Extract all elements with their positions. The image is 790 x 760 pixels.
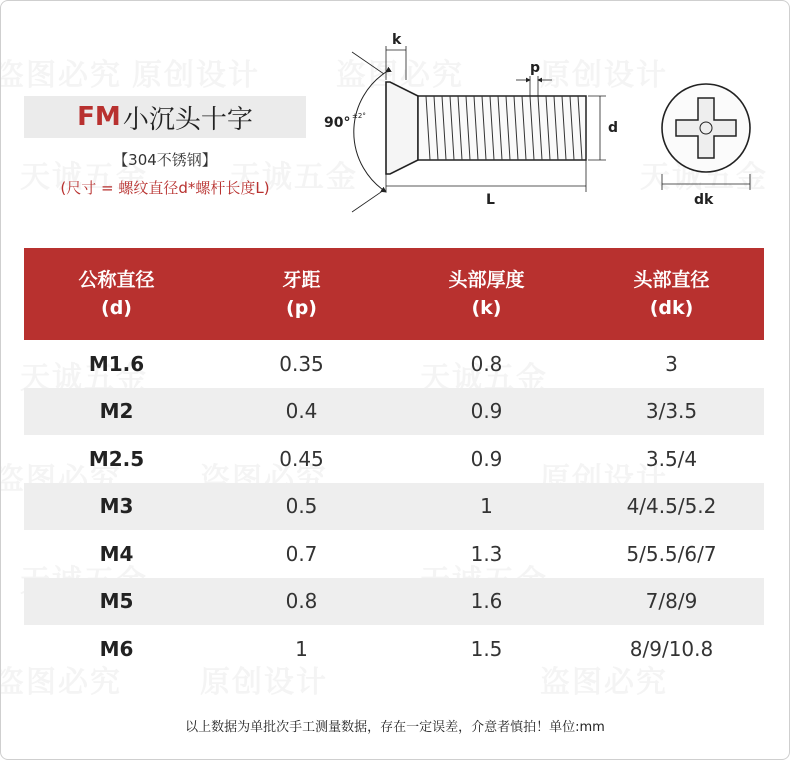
header-symbol: (d) [101, 297, 132, 319]
screw-shank [418, 96, 586, 160]
header-cell [209, 248, 394, 340]
header-title: 牙距 [282, 269, 321, 291]
angle-line [352, 190, 384, 212]
watermark-text [0, 50, 122, 94]
cell-pitch: 0.8 [285, 589, 318, 614]
product-name: 小沉头十字 [122, 104, 253, 135]
cell-pitch: 0.4 [285, 399, 318, 424]
screw-diagram [316, 24, 756, 214]
k-label: k [392, 32, 402, 48]
cell-head-diameter: 3 [665, 351, 678, 376]
cell-diameter: M6 [99, 636, 134, 661]
cell-head-diameter: 4/4.5/5.2 [626, 494, 717, 519]
cell-diameter: M2 [99, 399, 134, 424]
spec-table [24, 248, 764, 673]
header-symbol: (k) [471, 297, 502, 319]
cell-head-diameter: 8/9/10.8 [629, 636, 714, 661]
header-title: 公称直径 [78, 269, 155, 291]
table-row [24, 435, 764, 483]
table-row [24, 340, 764, 388]
cell-diameter: M3 [99, 494, 134, 519]
header-title: 头部厚度 [448, 269, 525, 291]
table-row [24, 578, 764, 626]
header-symbol: (p) [286, 297, 317, 319]
L-label: L [486, 192, 495, 208]
material-label: 【304不锈钢】 [113, 151, 217, 169]
header-cell [579, 248, 764, 340]
header-title: 头部直径 [633, 269, 710, 291]
angle-tolerance: ±2° [352, 112, 366, 120]
product-title [24, 96, 306, 138]
watermark-text [132, 50, 260, 94]
table-row [24, 388, 764, 436]
d-label: d [608, 120, 619, 136]
cell-head-thickness: 1.5 [470, 636, 503, 661]
cell-diameter: M1.6 [88, 351, 145, 376]
table-row [24, 483, 764, 531]
cell-pitch: 1 [295, 636, 308, 661]
cell-pitch: 0.5 [285, 494, 318, 519]
table-header [24, 248, 764, 340]
cell-diameter: M4 [99, 541, 134, 566]
header-cell [394, 248, 579, 340]
cell-head-thickness: 1.3 [470, 541, 503, 566]
table-row [24, 625, 764, 673]
cell-head-diameter: 3.5/4 [645, 446, 698, 471]
screw-head [386, 82, 418, 174]
cell-diameter: M5 [99, 589, 134, 614]
size-note: (尺寸 = 螺纹直径d*螺杆长度L) [60, 179, 270, 197]
angle-arc [354, 72, 386, 192]
cell-head-thickness: 0.9 [470, 399, 503, 424]
cell-head-thickness: 0.9 [470, 446, 503, 471]
cell-pitch: 0.35 [279, 351, 324, 376]
footer-note: 以上数据为单批次手工测量数据，存在一定误差，介意者慎拍！单位:mm [185, 720, 605, 735]
cell-head-thickness: 0.8 [470, 351, 503, 376]
angle-line [352, 52, 384, 74]
header-cell [24, 248, 209, 340]
cell-head-diameter: 3/3.5 [645, 399, 698, 424]
table-body [24, 340, 764, 673]
angle-label: 90° [324, 115, 351, 131]
cell-head-diameter: 5/5.5/6/7 [626, 541, 717, 566]
cell-head-diameter: 7/8/9 [645, 589, 698, 614]
table-row [24, 530, 764, 578]
dk-label: dk [694, 192, 714, 208]
p-label: p [530, 60, 541, 76]
cell-diameter: M2.5 [88, 446, 145, 471]
cell-pitch: 0.45 [279, 446, 324, 471]
cell-head-thickness: 1.6 [470, 589, 503, 614]
cell-head-thickness: 1 [480, 494, 493, 519]
product-code: FM [77, 102, 121, 132]
header-symbol: (dk) [649, 297, 694, 319]
cell-pitch: 0.7 [285, 541, 318, 566]
